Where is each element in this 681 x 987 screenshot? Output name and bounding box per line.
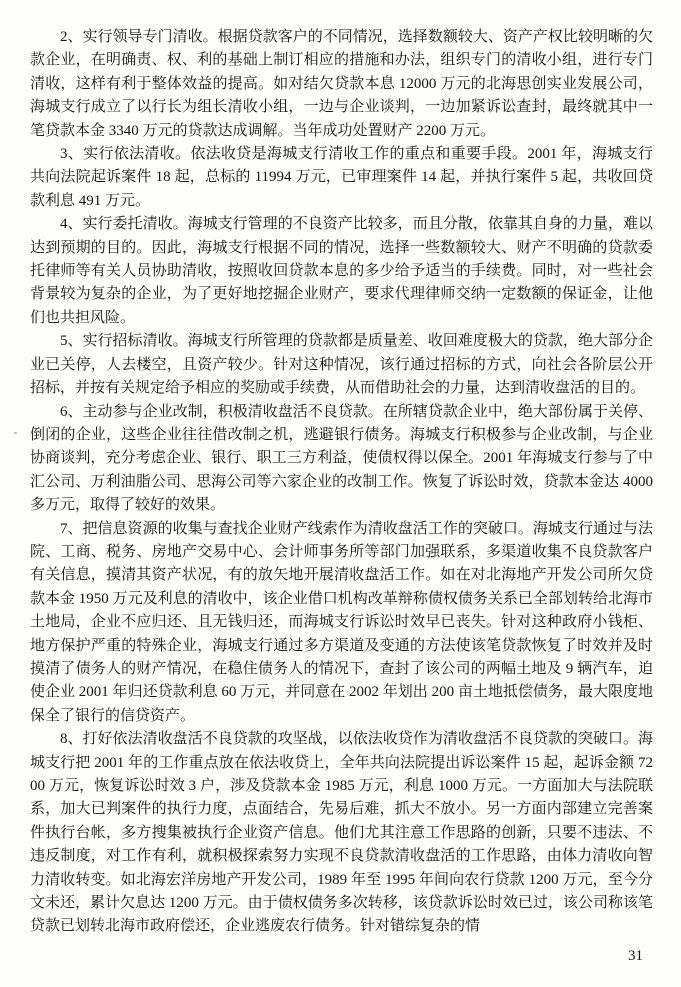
page-number: 31 — [628, 948, 643, 964]
paragraph-item-3: 3、实行依法清收。依法收贷是海城支行清收工作的重点和重要手段。2001 年，海城支行共向法院起诉案件 18 起，总标的 11994 万元，已审理案件 14 起，并执行案件 5 起，共收回贷款利息 491 万元。 — [30, 146, 653, 209]
paragraph-item-5: 5、实行招标清收。海城支行所管理的贷款都是质量差、收回难度极大的贷款，绝大部分企业已关停，人去楼空，且资产较少。针对这种情况，该行通过招标的方式，向社会各阶层公开招标，并按有关规定给予相应的奖励或手续费，从而借助社会的力量，达到清收盘活的目的。 — [30, 333, 653, 397]
paragraph-item-7: 7、把信息资源的收集与查找企业财产线索作为清收盘活工作的突破口。海城支行通过与法院、工商、税务、房地产交易中心、会计师事务所等部门加强联系，多渠道收集不良贷款客户有关信息，摸清其资产状况，有的放矢地开展清收盘活工作。如在对北海地产开发公司所欠贷款本金 1950 万元及利息的清收中，该企业借口机构改革辩称债权债务关系已全部划转给北海市土地局，企业不应归还、且无钱归还，而海城支行诉讼时效早已丧失。针对这种政府小钱柜、地方保护严重的特殊企业，海城支行通过多方渠道及变通的方法使该笔贷款恢复了时效并及时摸清了债务人的财产情况，在稳住债务人的情况下，查封了该公司的两幅土地及 9 辆汽车，迫使企业 2001 年归还贷款利息 60 万元，并同意在 2002 年划出 200 亩土地抵偿债务，最大限度地保全了银行的信贷资产。 — [30, 520, 653, 724]
paragraph-item-2: 2、实行领导专门清收。根据贷款客户的不同情况，选择数额较大、资产产权比较明晰的欠款企业，在明确责、权、利的基础上制订相应的措施和办法，组织专门的清收小组，进行专门清收，这样有利于整体效益的提高。如对结欠贷款本息 12000 万元的北海思创实业发展公司，海城支行成立了以行长为组长清收小组，一边与企业谈判，一边加紧诉讼查封，最终就其中一笔贷款本金 3340 万元的贷款达成调解。当年成功处置财产 2200 万元。 — [30, 29, 653, 139]
page-body-text — [30, 26, 653, 939]
paragraph-item-8: 8、打好依法清收盘活不良贷款的攻坚战，以依法收贷作为清收盘活不良贷款的突破口。海城支行把 2001 年的工作重点放在依法收贷上，全年共向法院提出诉讼案件 15 起，起诉金额 7200 万元，恢复诉讼时效 3 户，涉及贷款本金 1985 万元，利息 1000 万元。一方面加大与法院联系，加大已判案件的执行力度，点面结合，先易后难，抓大不放小。另一方面内部建立完善案件执行台帐，多方搜集被执行企业资产信息。他们尤其注意工作思路的创新，只要不违法、不违反制度，对工作有利，就积极探索努力实现不良贷款清收盘活的工作思路，由体力清收向智力清收转变。如北海宏洋房地产开发公司，1989 年至 1995 年间向农行贷款 1200 万元，至今分文未还，累计欠息达 1200 万元。由于债权债务多次转移，该贷款诉讼时效已过，该公司称该笔贷款已划转北海市政府偿还，企业逃废农行债务。针对错综复杂的情 — [30, 731, 653, 935]
paragraph-item-6: 6、主动参与企业改制，积极清收盘活不良贷款。在所辖贷款企业中，绝大部份属于关停、倒闭的企业，这些企业往往借改制之机，逃避银行债务。海城支行积极参与企业改制，与企业协商谈判，充分考虑企业、银行、职工三方利益，使债权得以保全。2001 年海城支行参与了中汇公司、万利油脂公司、思海公司等六家企业的改制工作。恢复了诉讼时效，贷款本金达 4000 多万元，取得了较好的效果。 — [30, 403, 653, 514]
paragraph-item-4: 4、实行委托清收。海城支行管理的不良资产比较多，而且分散，依靠其自身的力量，难以达到预期的目的。因此，海城支行根据不同的情况，选择一些数额较大、财产不明确的贷款委托律师等有关人员协助清收，按照收回贷款本息的多少给予适当的手续费。同时，对一些社会背景较为复杂的企业，为了更好地挖掘企业财产，要求代理律师交纳一定数额的保证金，让他们也共担风险。 — [30, 216, 653, 326]
scan-artifact-dot — [14, 432, 17, 434]
